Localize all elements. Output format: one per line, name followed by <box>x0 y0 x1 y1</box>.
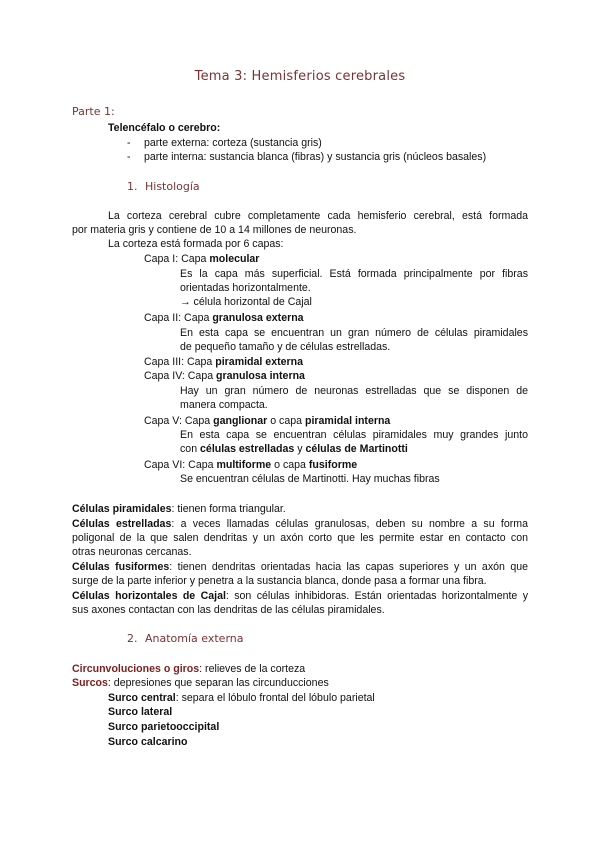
telencephalon-heading: Telencéfalo o cerebro: <box>108 122 221 134</box>
layer-heading: Capa III: Capa piramidal externa <box>144 356 303 368</box>
sulcus-item: Surco central: separa el lóbulo frontal del lóbulo parietal <box>108 692 375 704</box>
sulcus-item: Surco parietooccipital <box>108 721 220 733</box>
layer-description: Se encuentran células de Martinotti. Hay muchas fibras <box>180 473 440 485</box>
layer-description: Es la capa más superficial. Está formada principalmente por fibras <box>180 268 528 280</box>
paragraph-line: La corteza cerebral cubre completamente cada hemisferio cerebral, está formada <box>108 210 528 222</box>
paragraph-line: por materia gris y contiene de 10 a 14 millones de neuronas. <box>72 224 357 236</box>
layer-description: Hay un gran número de neuronas estrelladas que se disponen de <box>180 385 528 397</box>
layer-heading: Capa II: Capa granulosa externa <box>144 312 304 324</box>
layer-heading: Capa I: Capa molecular <box>144 253 260 265</box>
bullet-dash: - <box>127 137 131 149</box>
definition-line: Células fusiformes: tienen dendritas orientadas hacia las capas superiores y un axón que <box>72 561 528 573</box>
definition-line: surge de la parte inferior y penetra a la sustancia blanca, donde pasa a formar una fibra. <box>72 575 487 587</box>
layer-description: manera compacta. <box>180 399 268 411</box>
part-label: Parte 1: <box>72 105 115 118</box>
layer-description: orientadas horizontalmente. <box>180 282 311 294</box>
definition-line: Circunvoluciones o giros: relieves de la corteza <box>72 663 306 675</box>
layer-description: En esta capa se encuentran células piramidales muy grandes junto <box>180 429 528 441</box>
section-title: Anatomía externa <box>145 632 244 645</box>
layer-description: → célula horizontal de Cajal <box>180 296 312 308</box>
section-number: 2. <box>127 632 138 645</box>
sulcus-item: Surco lateral <box>108 706 173 718</box>
definition-line: otras neuronas cercanas. <box>72 546 192 558</box>
definition-line: poligonal de la que salen dendritas y un axón corto que les permite estar en contacto con <box>72 532 528 544</box>
definition-line: sus axones contactan con las dendritas de las células piramidales. <box>72 604 385 616</box>
layer-heading: Capa VI: Capa multiforme o capa fusiforme <box>144 459 358 471</box>
definition-line: Células horizontales de Cajal: son células inhibidoras. Están orientadas horizontalmente y <box>72 590 528 602</box>
layer-description: de pequeño tamaño y de células estrelladas. <box>180 341 391 353</box>
paragraph-line: La corteza está formada por 6 capas: <box>108 238 284 250</box>
layer-heading: Capa IV: Capa granulosa interna <box>144 370 305 382</box>
list-item: parte externa: corteza (sustancia gris) <box>144 137 322 149</box>
definition-line: Surcos: depresiones que separan las circunducciones <box>72 677 329 689</box>
layer-description: En esta capa se encuentran un gran número de células piramidales <box>180 327 528 339</box>
section-number: 1. <box>127 180 138 193</box>
layer-description: con células estrelladas y células de Martinotti <box>180 443 408 455</box>
definition-line: Células piramidales: tienen forma triangular. <box>72 503 286 515</box>
layer-heading: Capa V: Capa ganglionar o capa piramidal interna <box>144 415 391 427</box>
page-title: Tema 3: Hemisferios cerebrales <box>194 69 406 84</box>
bullet-dash: - <box>127 151 131 163</box>
definition-line: Células estrelladas: a veces llamadas células granulosas, deben su nombre a su forma <box>72 518 528 530</box>
section-title: Histología <box>145 180 200 193</box>
sulcus-item: Surco calcarino <box>108 736 188 748</box>
list-item: parte interna: sustancia blanca (fibras) y sustancia gris (núcleos basales) <box>144 151 487 163</box>
